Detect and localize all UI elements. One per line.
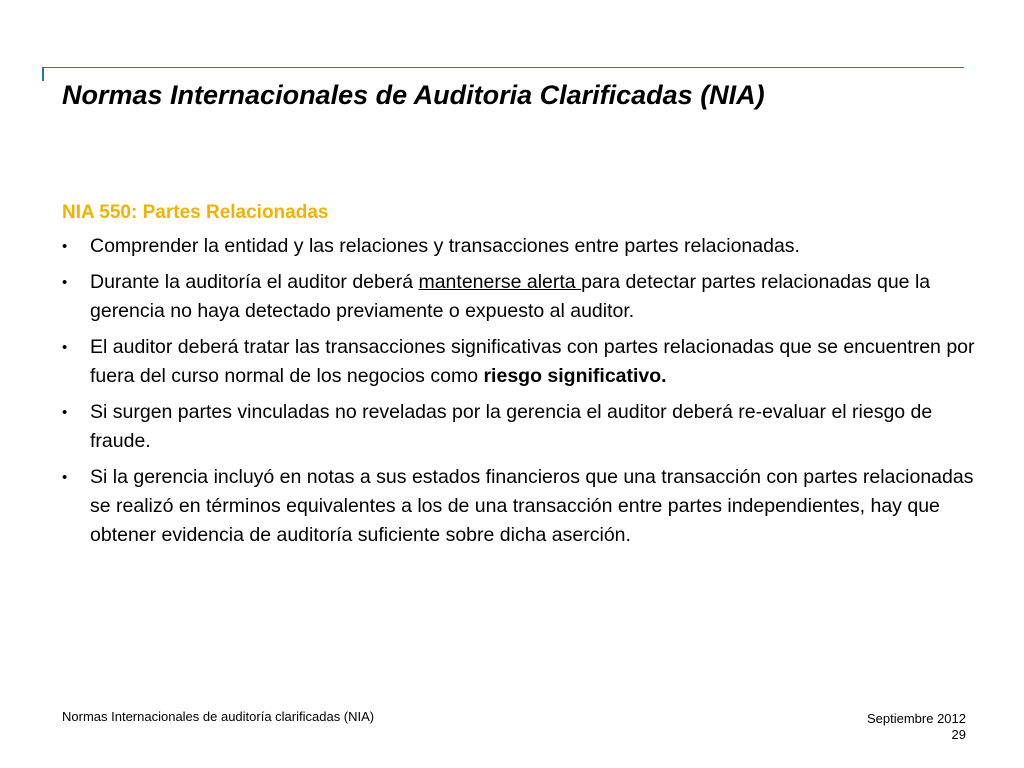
bullet-item — [62, 232, 997, 261]
bullet-text-continued: para detectar partes relacionadas que la gerencia no haya detectado previamente o expuesto al auditor. — [90, 271, 931, 322]
underlined-phrase: mantenerse alerta — [418, 271, 582, 293]
bullet-list — [62, 232, 997, 550]
bullet-item — [62, 463, 997, 550]
bullet-marker: • — [62, 339, 68, 356]
footer-meta — [867, 711, 966, 743]
bullet-text: Comprender la entidad y las relaciones y transacciones entre partes relacionadas. — [90, 235, 800, 257]
bullet-marker: • — [62, 404, 68, 421]
section-heading: NIA 550: Partes Relacionadas — [62, 202, 329, 223]
bullet-marker: • — [62, 469, 68, 486]
slide-content — [62, 198, 997, 557]
bold-phrase: riesgo significativo. — [483, 365, 667, 387]
bullet-item — [62, 398, 997, 456]
footer-date: Septiembre 2012 — [866, 711, 966, 726]
bullet-marker: • — [62, 238, 68, 255]
bullet-item — [62, 333, 997, 391]
bullet-marker: • — [62, 274, 68, 291]
bullet-text: Si la gerencia incluyó en notas a sus estados financieros que una transacción con partes relacionadas se realizó en términos equivalentes a los de una transacción entre partes independientes, hay que obtener evidencia de auditoría suficiente sobre dicha aserción. — [90, 466, 974, 546]
bullet-text: Durante la auditoría el auditor deberá — [90, 271, 419, 293]
page-number: 29 — [951, 727, 966, 742]
bullet-text: Si surgen partes vinculadas no reveladas por la gerencia el auditor deberá re-evaluar el riesgo de fraude. — [90, 401, 933, 452]
header-rule — [42, 67, 964, 68]
bullet-item — [62, 268, 997, 326]
slide-title: Normas Internacionales de Auditoria Clarificadas (NIA) — [62, 80, 765, 110]
bullet-text: El auditor deberá tratar las transacciones significativas con partes relacionadas que se encuentren por fuera del curso normal de los negocios como — [90, 336, 975, 387]
footer-title: Normas Internacionales de auditoría clarificadas (NIA) — [62, 709, 375, 724]
header-rule-tick — [42, 67, 44, 81]
